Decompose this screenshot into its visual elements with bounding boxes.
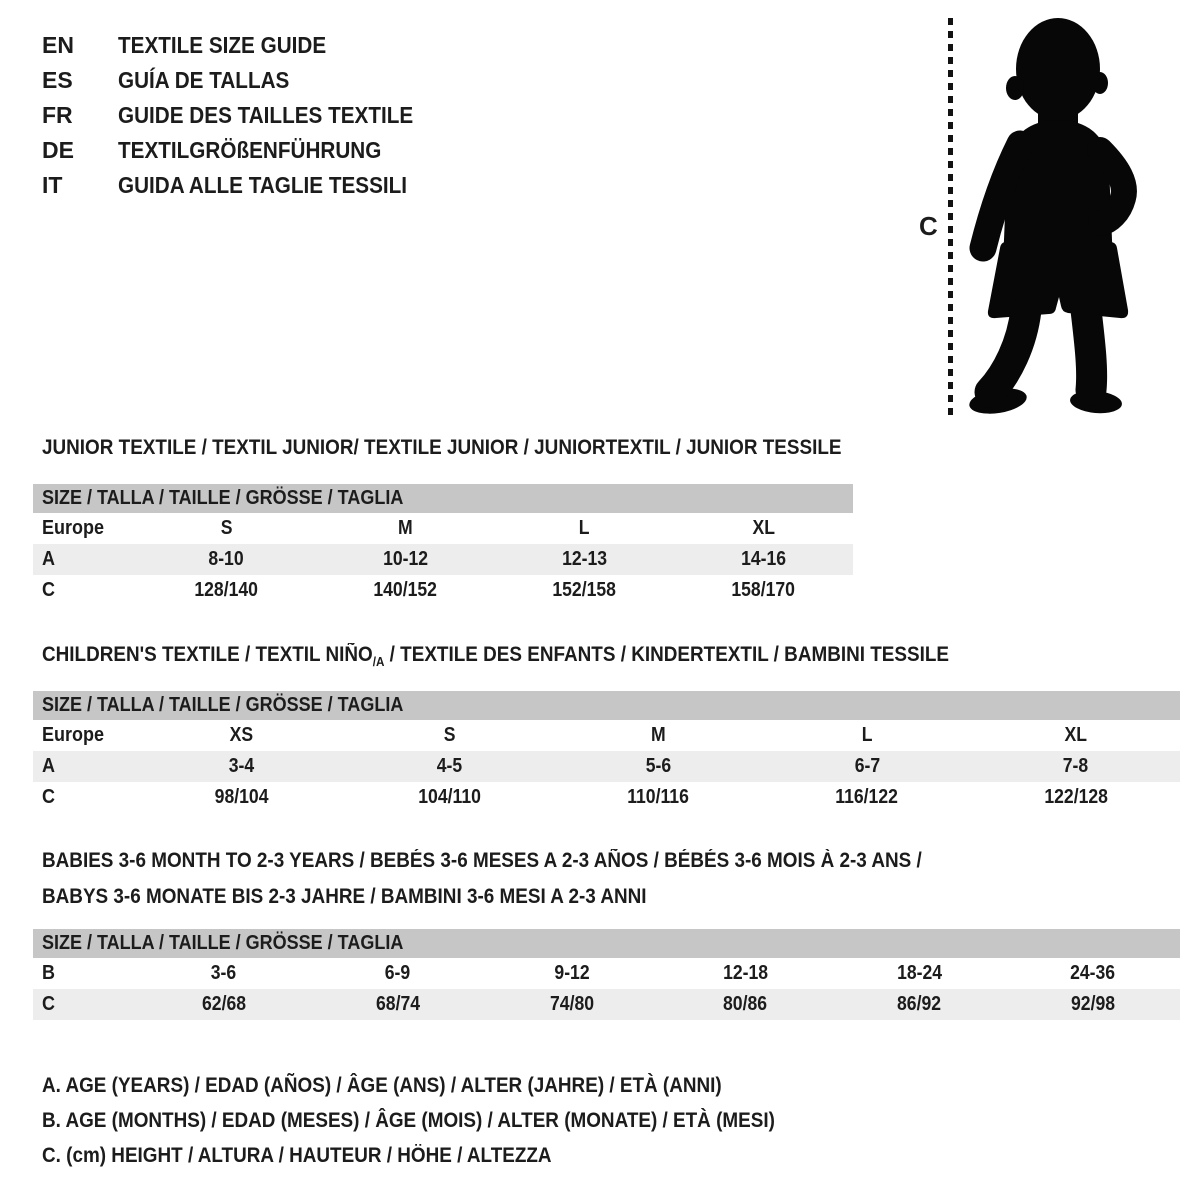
size-header-bar: [33, 929, 1180, 958]
row-label: Europe: [42, 517, 105, 539]
row-label: C: [42, 786, 56, 808]
toddler-silhouette-icon: [962, 14, 1138, 418]
table-cell: 7-8: [1062, 755, 1089, 777]
babies-size-table: [33, 929, 1180, 1020]
lang-code: ES: [42, 67, 73, 93]
table-cell: 3-4: [228, 755, 255, 777]
table-cell: 14-16: [740, 548, 787, 570]
footnote-c-text: C. (cm) HEIGHT / ALTURA / HAUTEUR / HÖHE / ALTEZZA: [42, 1143, 552, 1167]
table-cell: 128/140: [194, 579, 259, 601]
table-cell: 3-6: [211, 962, 237, 984]
children-title-part1: CHILDREN'S TEXTILE / TEXTIL NIÑO: [42, 643, 373, 666]
guide-title-fr: GUIDE DES TAILLES TEXTILE: [118, 102, 414, 128]
guide-title-de: TEXTILGRÖßENFÜHRUNG: [118, 137, 382, 163]
table-cell: 12-13: [561, 548, 608, 570]
table-cell: 8-10: [208, 548, 245, 570]
size-header-bar: [33, 691, 1180, 720]
lang-row-es: [42, 63, 446, 98]
footnote-a: [42, 1068, 856, 1103]
table-cell: L: [579, 517, 590, 539]
table-cell: 24-36: [1070, 962, 1116, 984]
table-cell: 86/92: [897, 993, 942, 1015]
children-section-title-text: [42, 637, 949, 680]
table-cell: 4-5: [437, 755, 463, 777]
lang-row-de: [42, 133, 446, 168]
table-cell: XS: [229, 724, 254, 746]
table-cell: 68/74: [375, 993, 420, 1015]
row-label: B: [42, 962, 56, 984]
babies-title-line1: BABIES 3-6 MONTH TO 2-3 YEARS / BEBÉS 3-6 MESES A 2-3 AÑOS / BÉBÉS 3-6 MOIS À 2-3 ANS /: [42, 849, 922, 872]
table-cell: M: [651, 724, 666, 746]
table-cell: 74/80: [549, 993, 594, 1015]
table-row: [33, 958, 1180, 989]
table-cell: 18-24: [896, 962, 942, 984]
table-body: [33, 513, 853, 606]
table-cell: 152/158: [552, 579, 617, 601]
row-label: A: [42, 548, 56, 570]
lang-row-en: [42, 28, 446, 63]
table-cell: 158/170: [731, 579, 796, 601]
children-title-part2: / TEXTILE DES ENFANTS / KINDERTEXTIL / BAMBINI TESSILE: [384, 643, 950, 666]
junior-section-title: [42, 430, 930, 466]
lang-row-it: [42, 168, 446, 203]
table-cell: 110/116: [627, 786, 690, 808]
table-row: [33, 720, 1180, 751]
size-header-text: SIZE / TALLA / TAILLE / GRÖSSE / TAGLIA: [42, 487, 404, 509]
table-cell: 116/122: [835, 786, 899, 808]
table-cell: 5-6: [645, 755, 672, 777]
table-cell: 92/98: [1071, 993, 1116, 1015]
size-header-text: SIZE / TALLA / TAILLE / GRÖSSE / TAGLIA: [42, 694, 404, 716]
row-label: Europe: [42, 724, 105, 746]
table-cell: 6-9: [385, 962, 411, 984]
table-body: [33, 958, 1180, 1020]
footnote-b-text: B. AGE (MONTHS) / EDAD (MESES) / ÂGE (MOIS) / ALTER (MONATE) / ETÀ (MESI): [42, 1108, 775, 1132]
table-cell: XL: [752, 517, 775, 539]
guide-title-it: GUIDA ALLE TAGLIE TESSILI: [118, 172, 408, 198]
table-row: [33, 513, 853, 544]
babies-section-title: [42, 843, 1020, 915]
table-cell: 9-12: [553, 962, 590, 984]
footnote-c: [42, 1138, 856, 1173]
babies-title-line2: BABYS 3-6 MONATE BIS 2-3 JAHRE / BAMBINI 3-6 MESI A 2-3 ANNI: [42, 885, 647, 908]
lang-code: FR: [42, 102, 73, 128]
children-section-title: [42, 637, 1050, 680]
table-cell: 12-18: [722, 962, 768, 984]
table-cell: 104/110: [418, 786, 482, 808]
lang-code: IT: [42, 172, 63, 198]
lang-code: DE: [42, 137, 74, 163]
lang-code: EN: [42, 32, 74, 58]
children-size-table: [33, 691, 1180, 813]
table-cell: 98/104: [214, 786, 269, 808]
size-header-text: SIZE / TALLA / TAILLE / GRÖSSE / TAGLIA: [42, 932, 404, 954]
row-label: C: [42, 579, 56, 601]
table-row: [33, 751, 1180, 782]
table-row: [33, 544, 853, 575]
table-cell: 122/128: [1043, 786, 1108, 808]
guide-title-en: TEXTILE SIZE GUIDE: [118, 32, 327, 58]
table-cell: 80/86: [723, 993, 768, 1015]
table-cell: S: [444, 724, 456, 746]
table-row: [33, 575, 853, 606]
footnote-b: [42, 1103, 856, 1138]
table-row: [33, 782, 1180, 813]
table-row: [33, 989, 1180, 1020]
guide-title-es: GUÍA DE TALLAS: [118, 67, 290, 93]
junior-section-title-text: JUNIOR TEXTILE / TEXTIL JUNIOR/ TEXTILE JUNIOR / JUNIORTEXTIL / JUNIOR TESSILE: [42, 436, 842, 459]
footnotes: [42, 1068, 856, 1173]
table-cell: 6-7: [854, 755, 880, 777]
size-header-bar: [33, 484, 853, 513]
table-cell: 62/68: [201, 993, 246, 1015]
table-body: [33, 720, 1180, 813]
table-cell: 140/152: [373, 579, 438, 601]
lang-row-fr: [42, 98, 446, 133]
row-label: A: [42, 755, 56, 777]
table-cell: S: [220, 517, 233, 539]
language-legend: [42, 28, 446, 203]
junior-size-table: [33, 484, 853, 606]
footnote-a-text: A. AGE (YEARS) / EDAD (AÑOS) / ÂGE (ANS) / ALTER (JAHRE) / ETÀ (ANNI): [42, 1073, 722, 1097]
table-cell: L: [861, 724, 873, 746]
table-cell: 10-12: [382, 548, 429, 570]
children-title-sub: /A: [372, 654, 385, 669]
row-label: C: [42, 993, 56, 1015]
table-cell: M: [398, 517, 413, 539]
height-dashed-line: [948, 18, 953, 416]
table-cell: XL: [1064, 724, 1087, 746]
height-measure-label: C: [919, 211, 938, 241]
